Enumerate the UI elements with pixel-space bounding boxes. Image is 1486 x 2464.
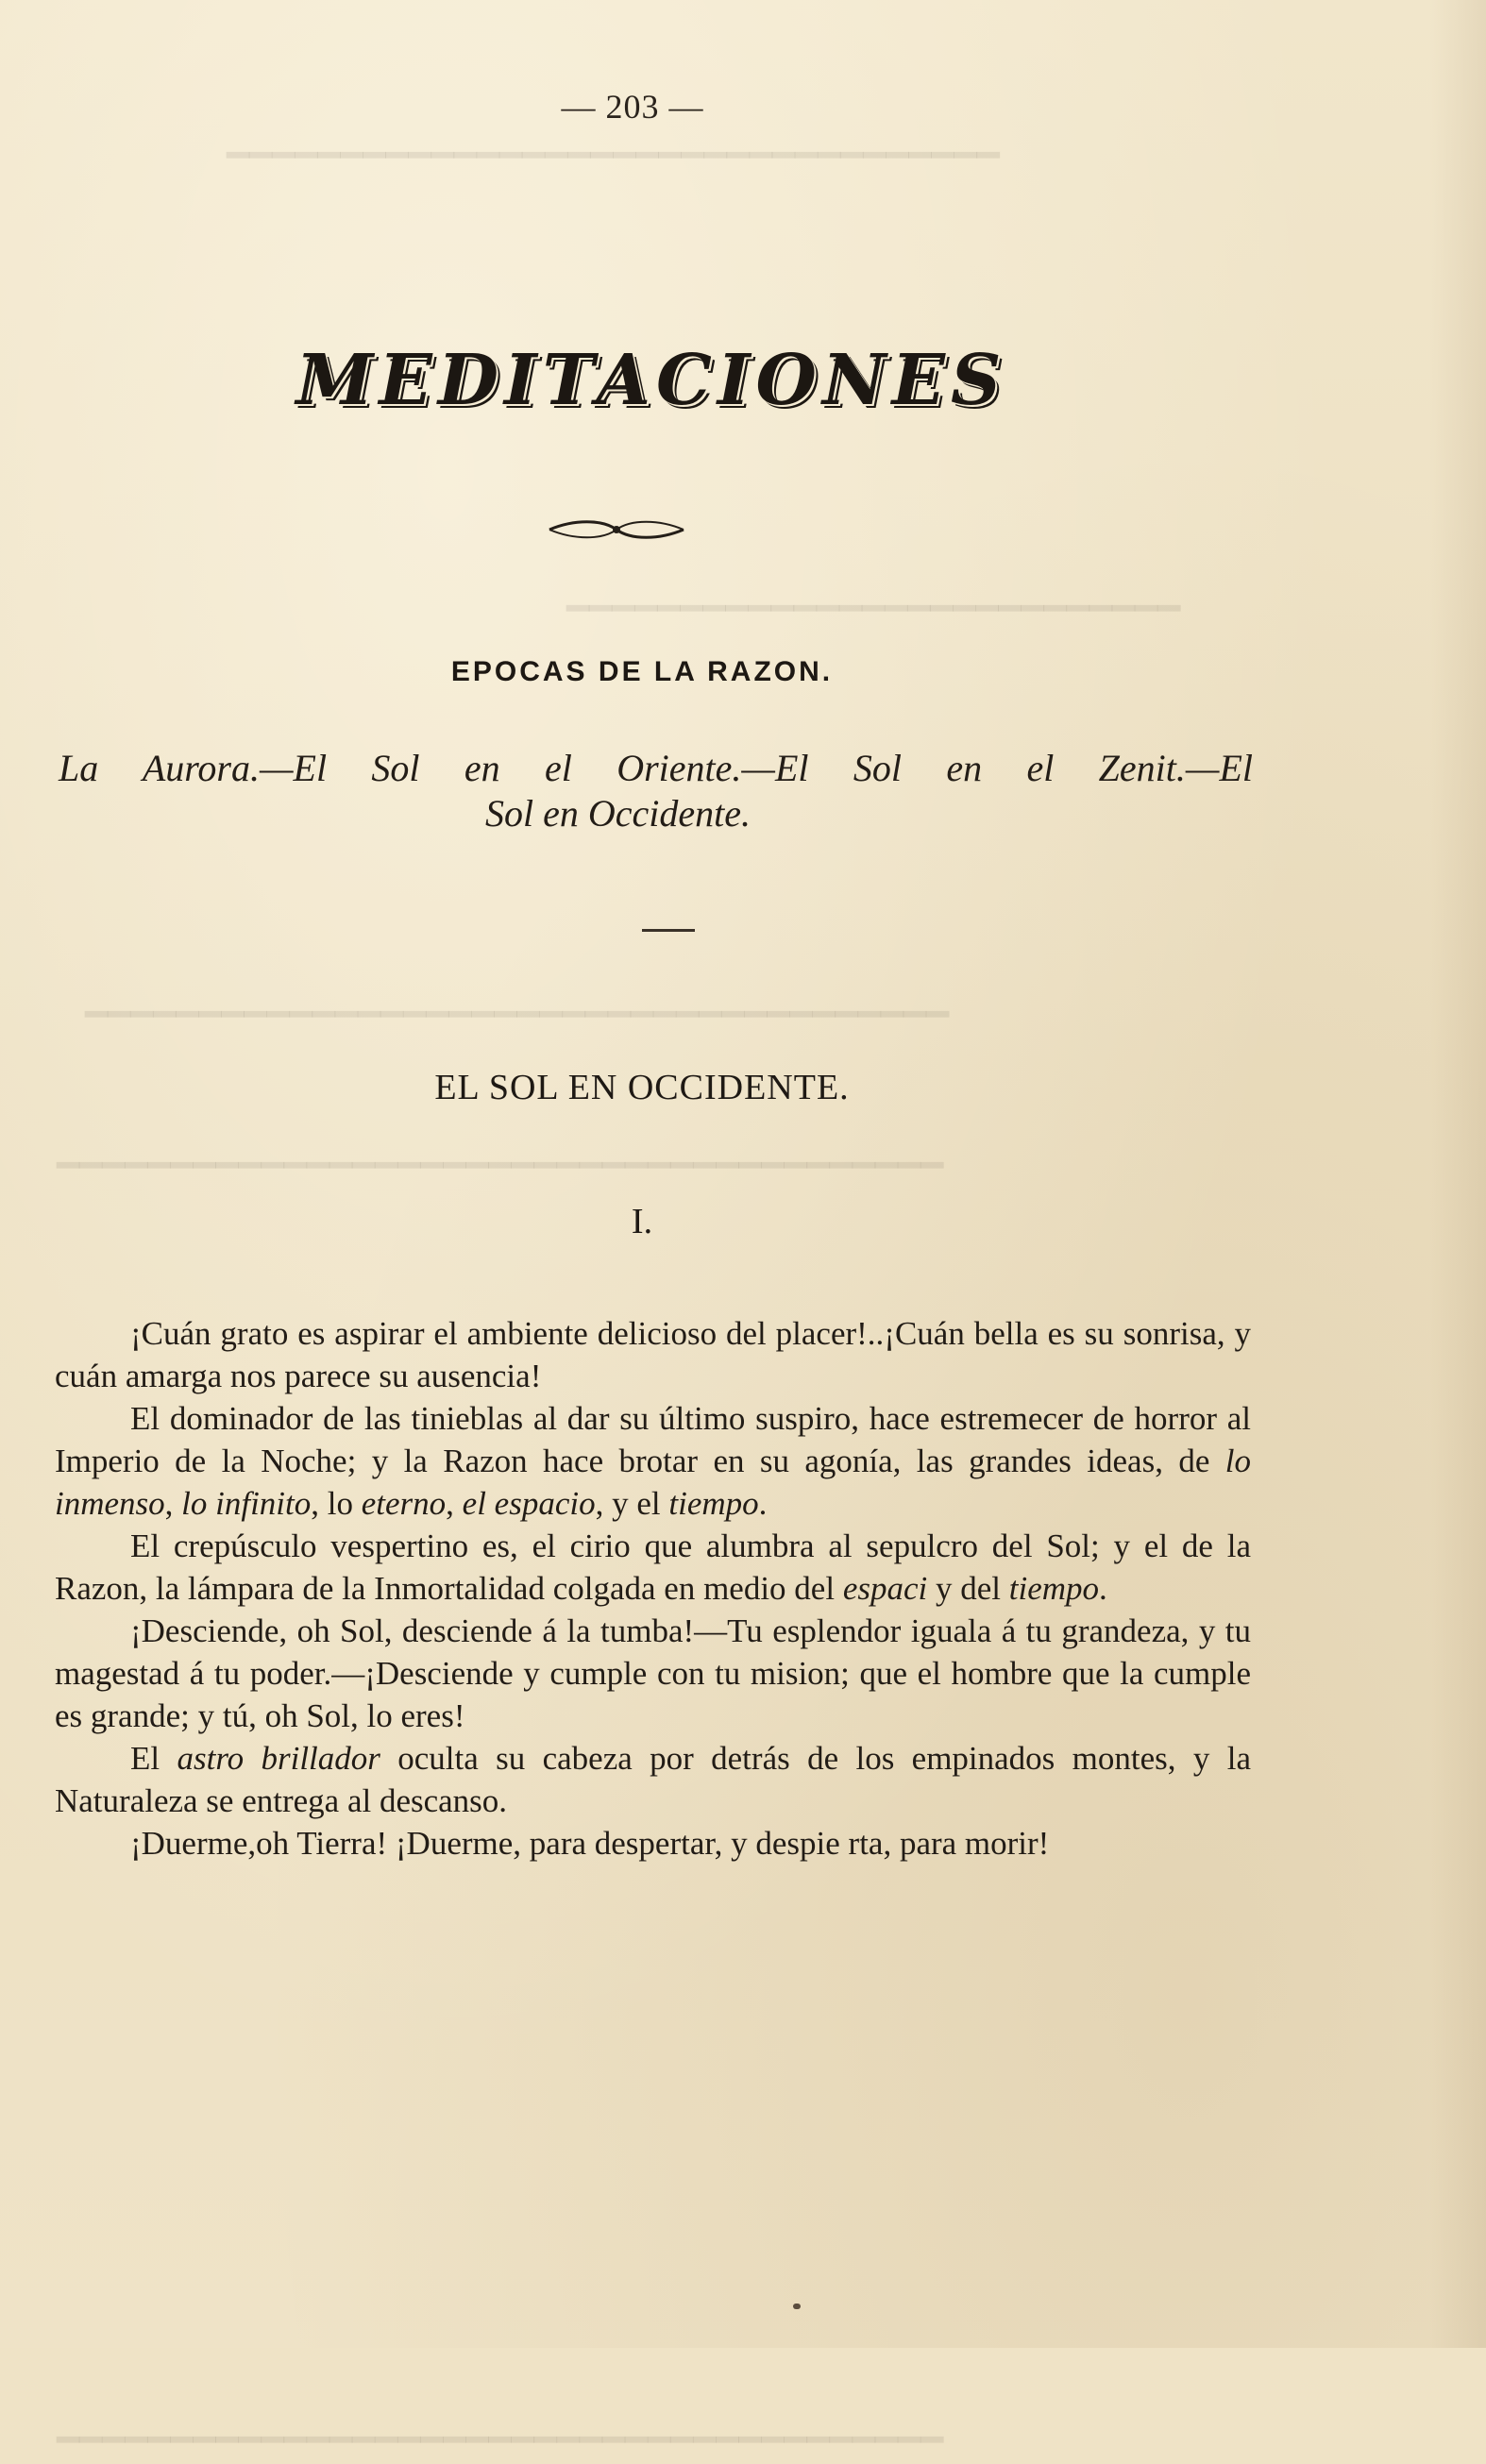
italic-text: tiempo (668, 1485, 759, 1522)
italic-text: eterno (361, 1485, 447, 1522)
text-run: oculta su cabeza por detrás de los empinados montes, y la Naturaleza se entrega al descanso. (55, 1740, 1251, 1819)
text-run: , lo (311, 1485, 362, 1522)
page-title: MEDITACIONES (296, 340, 1007, 421)
text-run: y del (927, 1570, 1009, 1607)
paragraph (55, 1525, 1251, 1610)
bleed-through-text: ━━━━━━━━━━━━━━━━━━━━━━━━━━━ (566, 587, 1181, 630)
page-number: — 203 — (561, 88, 704, 126)
text-run: , (446, 1485, 463, 1522)
bleed-through-text: ━━━━━━━━━━━━━━━━━━━━━━━━━━━━━━━━━━━━━━━ (57, 2419, 944, 2461)
text-run: El crepúsculo vespertino es, el cirio que alumbra al sepulcro del Sol; y el de la Razon, la lámpara de la Inmortalidad colgada en medio del (55, 1527, 1251, 1607)
section-title: EL SOL EN OCCIDENTE. (434, 1068, 850, 1107)
bleed-through-text: ━━━━━━━━━━━━━━━━━━━━━━━━━━━━━━━━━━━━━━━ (57, 1144, 944, 1187)
paragraph (55, 1397, 1251, 1525)
parts-line: Sol en Occidente. (485, 792, 751, 835)
body-text (55, 1312, 1251, 1865)
text-run: , y el (595, 1485, 669, 1522)
bleed-through-text: ━━━━━━━━━━━━━━━━━━━━━━━━━━━━━━━━━━ (227, 134, 1000, 177)
section-number: I. (631, 1202, 653, 1241)
parts-line: La Aurora.—El Sol en el Oriente.—El Sol en el Zenit.—El (59, 747, 1253, 789)
italic-text: lo inmenso (55, 1443, 1251, 1522)
italic-text: espaci (842, 1570, 928, 1607)
paragraph: ¡Duerme,oh Tierra! ¡Duerme, para despertar, y despie rta, para morir! (130, 1825, 1050, 1862)
text-run: . (758, 1485, 768, 1522)
paragraph: ¡Desciende, oh Sol, desciende á la tumba!—Tu esplendor iguala á tu grandeza, y tu magestad á tu poder.—¡Desciende y cumple con tu mision; que el hombre que la cumple es grande; y tú, oh Sol, lo eres! (55, 1612, 1251, 1734)
subtitle: EPOCAS DE LA RAZON. (450, 656, 834, 687)
text-run: . (1099, 1570, 1107, 1607)
paragraph (55, 1737, 1251, 1822)
parts-list (59, 746, 1253, 836)
italic-text: lo infinito (181, 1485, 312, 1522)
text-run: El (130, 1740, 177, 1777)
text-run: El dominador de las tinieblas al dar su último suspiro, hace estremecer de horror al Imperio de la Noche; y la Razon hace brotar en su agonía, las grandes ideas, de (55, 1400, 1251, 1479)
ink-speck (793, 2304, 801, 2309)
bleed-through-text: ━━━━━━━━━━━━━━━━━━━━━━━━━━━━━━━━━━━━━━ (85, 993, 950, 1036)
paragraph: ¡Cuán grato es aspirar el ambiente delicioso del placer!..¡Cuán bella es su sonrisa, y cuán amarga nos parece su ausencia! (55, 1315, 1251, 1394)
italic-text: tiempo (1008, 1570, 1100, 1607)
text-run: , (164, 1485, 182, 1522)
ornament-divider-icon (546, 517, 687, 542)
italic-text: el espacio (462, 1485, 596, 1522)
divider-rule (642, 929, 695, 932)
italic-text: astro brillador (177, 1740, 380, 1777)
